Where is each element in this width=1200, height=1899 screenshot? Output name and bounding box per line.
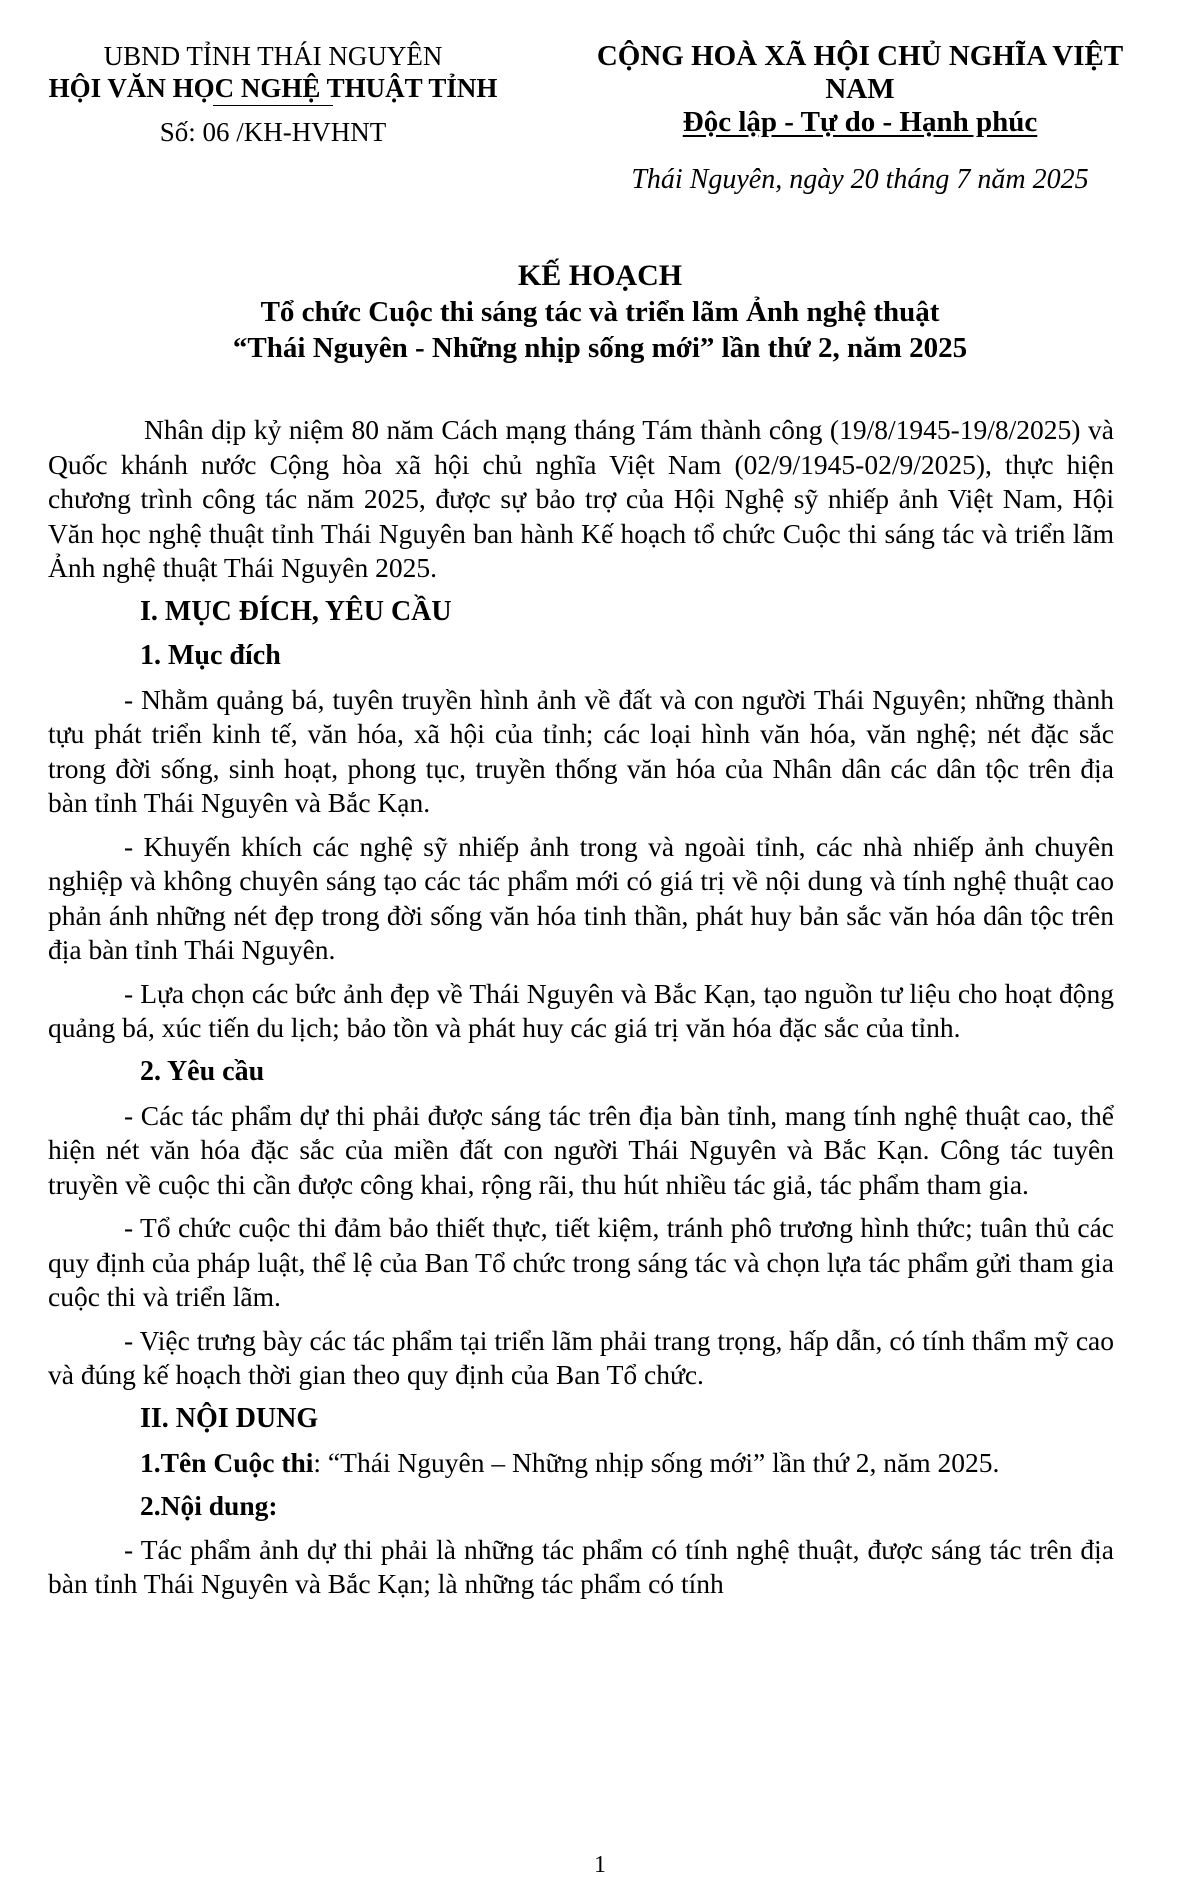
section-1-1-heading: 1. Mục đích <box>140 639 281 671</box>
nation-name: CỘNG HOÀ XÃ HỘI CHỦ NGHĨA VIỆT NAM <box>596 40 1124 105</box>
intro-paragraph: Nhân dịp kỷ niệm 80 năm Cách mạng tháng Tám thành công (19/8/1945-19/8/2025) và Quốc khánh nước Cộng hòa xã hội chủ nghĩa Việt Nam (02/9/1945-02/9/2025), thực hiện chương trình công tác năm 2025, được sự bảo trợ của Hội Nghệ sỹ nhiếp ảnh Việt Nam, Hội Văn học nghệ thuật tỉnh Thái Nguyên ban hành Kế hoạch tổ chức Cuộc thi sáng tác và triển lãm Ảnh nghệ thuật Thái Nguyên 2025. <box>48 414 1114 583</box>
purpose-item: - Lựa chọn các bức ảnh đẹp về Thái Nguyên và Bắc Kạn, tạo nguồn tư liệu cho hoạt động quảng bá, xúc tiến du lịch; bảo tồn và phát huy các giá trị văn hóa đặc sắc của tỉnh. <box>48 977 1114 1043</box>
page-number: 1 <box>594 1852 606 1878</box>
content-item: - Tác phẩm ảnh dự thi phải là những tác phẩm có tính nghệ thuật, được sáng tác trên địa bàn tỉnh Thái Nguyên và Bắc Kạn; là những tác phẩm có tính <box>48 1533 1114 1599</box>
document-body <box>48 413 1114 1611</box>
document-title <box>60 258 1140 366</box>
header-divider <box>213 105 333 106</box>
contest-name-label: 1.Tên Cuộc thi <box>140 1446 314 1478</box>
contest-name-value: : “Thái Nguyên – Những nhịp sống mới” lần thứ 2, năm 2025. <box>313 1446 1000 1478</box>
document-date: Thái Nguyên, ngày 20 tháng 7 năm 2025 <box>631 164 1089 195</box>
purpose-item: - Nhằm quảng bá, tuyên truyền hình ảnh về đất và con người Thái Nguyên; những thành tựu phát triển kinh tế, văn hóa, xã hội của tỉnh; các loại hình văn hóa, văn nghệ; nét đặc sắc trong đời sống, sinh hoạt, phong tục, truyền thống văn hóa của Nhân dân các dân tộc trên địa bàn tỉnh Thái Nguyên và Bắc Kạn. <box>48 683 1114 818</box>
national-motto: Độc lập - Tự do - Hạnh phúc <box>682 106 1038 138</box>
purpose-item: - Khuyến khích các nghệ sỹ nhiếp ảnh trong và ngoài tỉnh, các nhà nhiếp ảnh chuyên nghiệp và không chuyên sáng tạo các tác phẩm mới có giá trị về nội dung và tính nghệ thuật cao phản ánh những nét đẹp trong đời sống văn hóa tinh thần, phát huy bản sắc văn hóa dân tộc trên địa bàn tỉnh Thái Nguyên. <box>48 830 1114 965</box>
section-1-2-heading: 2. Yêu cầu <box>140 1055 265 1087</box>
national-header-block <box>565 40 1155 196</box>
requirement-item: - Tổ chức cuộc thi đảm bảo thiết thực, tiết kiệm, tránh phô trương hình thức; tuân thủ các quy định của pháp luật, thể lệ của Ban Tổ chức trong sáng tác và chọn lựa tác phẩm gửi tham gia cuộc thi và triển lãm. <box>48 1212 1114 1312</box>
issuing-agency-block <box>38 40 508 148</box>
title-main: KẾ HOẠCH <box>517 259 683 292</box>
section-2-heading: II. NỘI DUNG <box>140 1402 319 1434</box>
content-heading-line <box>48 1489 1114 1524</box>
title-line-2: “Thái Nguyên - Những nhịp sống mới” lần thứ 2, năm 2025 <box>232 332 968 364</box>
organization-name: HỘI VĂN HỌC NGHỆ THUẬT TỈNH <box>48 73 498 103</box>
contest-name-line <box>48 1446 1114 1481</box>
document-number: Số: 06 /KH-HVHNT <box>159 117 387 147</box>
requirement-item: - Việc trưng bày các tác phẩm tại triển lãm phải trang trọng, hấp dẫn, có tính thẩm mỹ cao và đúng kế hoạch thời gian theo quy định của Ban Tổ chức. <box>48 1324 1114 1390</box>
content-label: 2.Nội dung: <box>140 1490 278 1521</box>
section-1-heading: I. MỤC ĐÍCH, YÊU CẦU <box>140 595 452 627</box>
agency-name: UBND TỈNH THÁI NGUYÊN <box>103 41 443 71</box>
requirement-item: - Các tác phẩm dự thi phải được sáng tác trên địa bàn tỉnh, mang tính nghệ thuật cao, thể hiện nét văn hóa đặc sắc của miền đất con người Thái Nguyên và Bắc Kạn. Công tác tuyên truyền về cuộc thi cần được công khai, rộng rãi, thu hút nhiều tác giả, tác phẩm tham gia. <box>48 1099 1114 1200</box>
title-line-1: Tổ chức Cuộc thi sáng tác và triển lãm Ảnh nghệ thuật <box>260 296 940 328</box>
